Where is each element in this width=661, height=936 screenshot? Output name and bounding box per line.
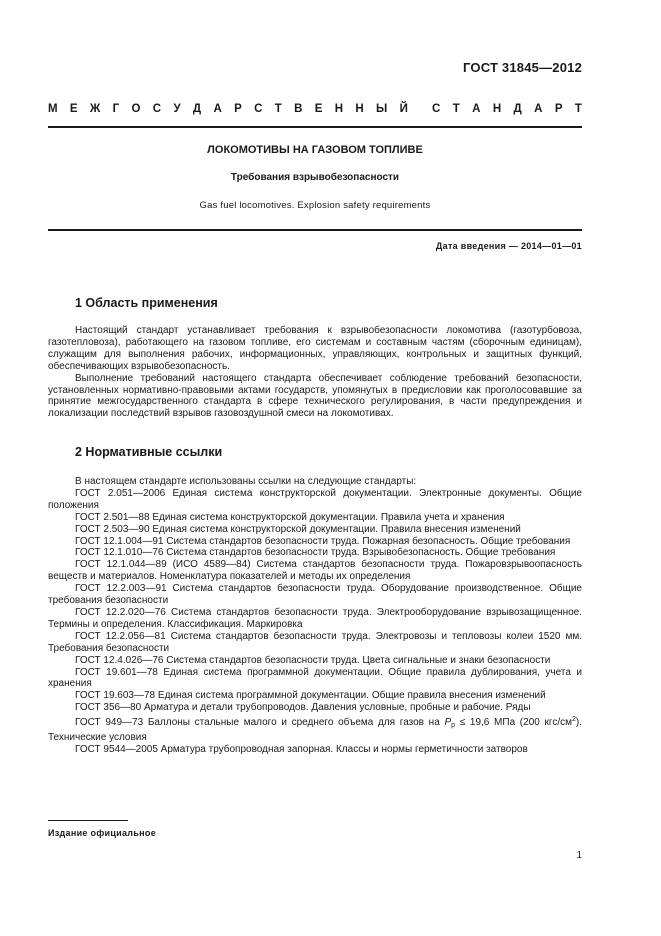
official-edition-note: Издание официальное <box>48 828 157 838</box>
banner-letter: У <box>173 103 181 115</box>
banner-letter: Т <box>574 103 582 115</box>
english-title: Gas fuel locomotives. Explosion safety requirements <box>199 200 431 211</box>
reference-item: ГОСТ 12.2.003—91 Система стандартов безопасности труда. Оборудование производственное. Общие требования безопасности <box>48 583 582 607</box>
introduction-date: Дата введения — 2014—01—01 <box>435 241 582 251</box>
banner-letter: Й <box>399 103 408 115</box>
document-subtitle: Требования взрывобезопасности <box>230 172 400 183</box>
reference-item: ГОСТ 9544—2005 Арматура трубопроводная запорная. Классы и нормы герметичности затворов <box>75 743 528 755</box>
reference-item: ГОСТ 12.1.010—76 Система стандартов безопасности труда. Взрывобезопасность. Общие требования <box>75 547 556 559</box>
footer-divider <box>48 820 128 821</box>
section-heading-references: 2 Нормативные ссылки <box>75 445 223 459</box>
section-body-scope <box>48 325 582 420</box>
banner-letter: Д <box>192 103 202 115</box>
reference-item: ГОСТ 2.051—2006 Единая система конструкторской документации. Электронные документы. Общие положения <box>48 487 582 511</box>
banner-letter: Т <box>274 103 282 115</box>
banner-letter: Ж <box>89 103 101 115</box>
paragraph: Выполнение требований настоящего стандарта обеспечивает соблюдение требований безопасности, установленных нормативно-правовыми актами государств, упомянутых в предисловии как проголосовавшие за принятие межгосударственного стандарта в сфере технического регулирования, в части предупреждения и локализации последствий взрывов газовоздушной смеси на локомотивах. <box>48 372 582 420</box>
reference-item-gost-949: ГОСТ 949—73 Баллоны стальные малого и среднего объема для газов на $P_р \le 19,6$ МПа (200 кгс/$см^2$). Технические условия <box>48 716 582 744</box>
interstate-standard-banner <box>48 103 582 115</box>
title-divider <box>48 229 582 231</box>
banner-letter: Ы <box>376 103 388 115</box>
reference-item: ГОСТ 12.2.020—76 Система стандартов безопасности труда. Электрооборудование взрывозащищенное. Термины и определения. Классификация. Маркировка <box>48 606 582 630</box>
banner-letter: А <box>472 103 481 115</box>
reference-item: ГОСТ 19.601—78 Единая система программной документации. Общие правила дублирования, учета и хранения <box>48 666 582 690</box>
section-body-references <box>48 476 582 756</box>
banner-letter: Е <box>314 103 323 115</box>
reference-item: ГОСТ 19.603—78 Единая система программной документации. Общие правила внесения изменений <box>75 690 546 702</box>
banner-letter: В <box>294 103 303 115</box>
banner-letter: Е <box>69 103 78 115</box>
unit-superscript: 2 <box>571 716 576 724</box>
reference-item: ГОСТ 2.501—88 Единая система конструкторской документации. Правила учета и хранения <box>75 511 505 523</box>
paragraph: Настоящий стандарт устанавливает требования к взрывобезопасности локомотива (газотурбовоза, газотепловоза), работающего на газовом топливе, его системам и составным частям (сборочным единицам), служащим для выполнения рабочих, информационных, управляющих, контрольных и защитных функций, обеспечивающих взрывобезопасность. <box>48 325 582 372</box>
banner-letter: Р <box>554 103 563 115</box>
banner-letter: С <box>254 103 263 115</box>
banner-letter: А <box>534 103 543 115</box>
pressure-symbol: P <box>444 717 452 729</box>
banner-letter: Р <box>234 103 242 115</box>
interstate-word <box>48 103 408 115</box>
page-number: 1 <box>576 850 582 861</box>
reference-item: ГОСТ 12.2.056—81 Система стандартов безопасности труда. Электровозы и тепловозы колеи 1520 мм. Требования безопасности <box>48 630 582 654</box>
document-title: ЛОКОМОТИВЫ НА ГАЗОВОМ ТОПЛИВЕ <box>207 144 423 156</box>
reference-item: ГОСТ 12.4.026—76 Система стандартов безопасности труда. Цвета сигнальные и знаки безопасности <box>75 654 551 666</box>
pressure-subscript: р <box>451 722 456 730</box>
reference-item: ГОСТ 12.1.004—91 Система стандартов безопасности труда. Пожарная безопасность. Общие требования <box>75 535 571 547</box>
section-heading-scope: 1 Область применения <box>75 296 218 310</box>
banner-letter: Т <box>452 103 460 115</box>
banner-letter: А <box>213 103 222 115</box>
banner-letter: С <box>152 103 162 115</box>
banner-letter: Г <box>112 103 120 115</box>
header-divider <box>48 126 582 128</box>
banner-letter: Н <box>334 103 344 115</box>
banner-letter: Н <box>355 103 364 115</box>
reference-item: ГОСТ 356—80 Арматура и детали трубопроводов. Давления условные, пробные и рабочие. Ряды <box>75 702 531 714</box>
banner-letter: О <box>131 103 141 115</box>
banner-letter: Д <box>513 103 522 115</box>
banner-letter: С <box>432 103 441 115</box>
standard-word <box>432 103 582 115</box>
document-code: ГОСТ 31845—2012 <box>463 60 582 75</box>
banner-letter: Н <box>492 103 502 115</box>
banner-letter: М <box>48 103 58 115</box>
paragraph: В настоящем стандарте использованы ссылки на следующие стандарты: <box>75 476 417 487</box>
reference-item: ГОСТ 12.1.044—89 (ИСО 4589—84) Система стандартов безопасности труда. Пожаровзрывоопасность веществ и материалов. Номенклатура показателей и методы их определения <box>48 559 582 583</box>
reference-item: ГОСТ 2.503—90 Единая система конструкторской документации. Правила внесения изменений <box>75 523 521 535</box>
